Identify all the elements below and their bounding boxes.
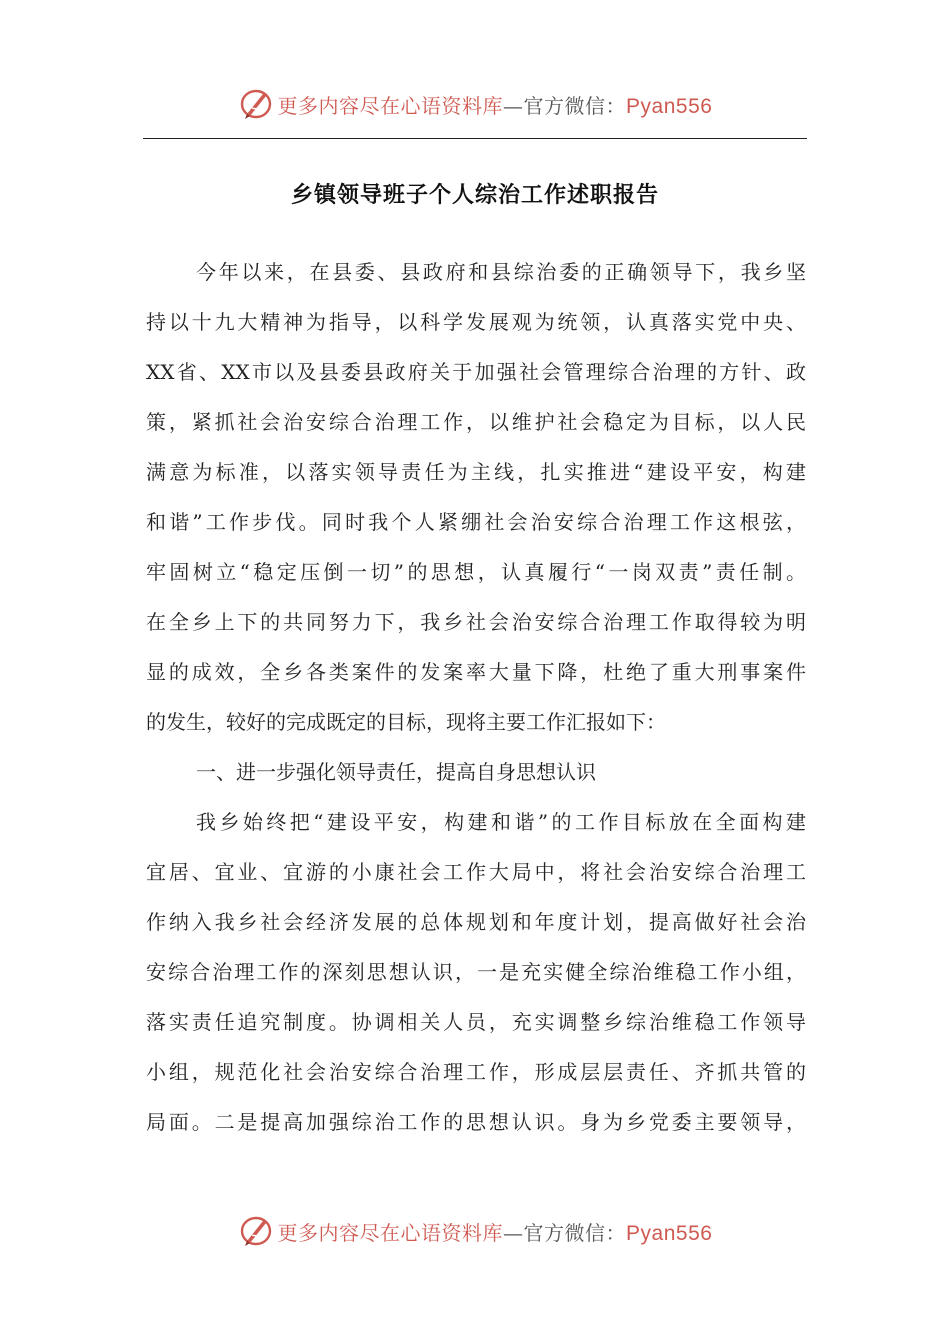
watermark-text bbox=[278, 1217, 713, 1246]
body-line: 局面。二是提高加强综治工作的思想认识。身为乡党委主要领导， bbox=[146, 1110, 806, 1134]
header-watermark bbox=[0, 84, 950, 124]
watermark-wechat-id: Pyan556 bbox=[626, 94, 713, 118]
watermark-wechat-id: Pyan556 bbox=[626, 1221, 713, 1245]
document-title: 乡镇领导班子个人综治工作述职报告 bbox=[290, 183, 659, 208]
body-line: 我乡始终把“建设平安，构建和谐”的工作目标放在全面构建 bbox=[196, 810, 806, 834]
body-line: 安综合治理工作的深刻思想认识，一是充实健全综治维稳工作小组， bbox=[146, 960, 806, 984]
watermark-wechat-label: 官方微信： bbox=[523, 1220, 627, 1245]
watermark-brand: 更多内容尽在心语资料库 bbox=[277, 93, 504, 118]
section-heading: 一、进一步强化领导责任，提高自身思想认识 bbox=[196, 760, 596, 784]
body-line: 今年以来，在县委、县政府和县综治委的正确领导下，我乡坚 bbox=[196, 260, 806, 284]
body-line: 落实责任追究制度。协调相关人员，充实调整乡综治维稳工作领导 bbox=[146, 1010, 806, 1034]
body-line: 策，紧抓社会治安综合治理工作，以维护社会稳定为目标，以人民 bbox=[146, 410, 806, 434]
body-line: 的发生，较好的完成既定的目标，现将主要工作汇报如下： bbox=[146, 710, 666, 734]
watermark-separator: — bbox=[503, 1220, 524, 1245]
document-body bbox=[146, 247, 806, 1147]
body-line: 在全乡上下的共同努力下，我乡社会治安综合治理工作取得较为明 bbox=[146, 610, 806, 634]
body-line: 牢固树立“稳定压倒一切”的思想，认真履行“一岗双责”责任制。 bbox=[146, 560, 806, 584]
body-line: 满意为标准，以落实领导责任为主线，扎实推进“建设平安，构建 bbox=[146, 460, 806, 484]
pen-logo-icon bbox=[238, 1213, 274, 1249]
body-line: 小组，规范化社会治安综合治理工作，形成层层责任、齐抓共管的 bbox=[146, 1060, 806, 1084]
body-line: XX省、XX市以及县委县政府关于加强社会管理综合治理的方针、政 bbox=[146, 360, 806, 384]
body-line: 持以十九大精神为指导，以科学发展观为统领，认真落实党中央、 bbox=[146, 310, 806, 334]
header-divider bbox=[143, 138, 807, 139]
watermark-text bbox=[278, 90, 713, 119]
body-line: 宜居、宜业、宜游的小康社会工作大局中，将社会治安综合治理工 bbox=[146, 860, 806, 884]
body-line: 显的成效，全乡各类案件的发案率大量下降，杜绝了重大刑事案件 bbox=[146, 660, 806, 684]
footer-watermark bbox=[0, 1211, 950, 1251]
watermark-wechat-label: 官方微信： bbox=[523, 93, 627, 118]
body-line: 和谐”工作步伐。同时我个人紧绷社会治安综合治理工作这根弦， bbox=[146, 510, 806, 534]
watermark-separator: — bbox=[503, 93, 524, 118]
body-line: 作纳入我乡社会经济发展的总体规划和年度计划，提高做好社会治 bbox=[146, 910, 806, 934]
watermark-brand: 更多内容尽在心语资料库 bbox=[277, 1220, 504, 1245]
pen-logo-icon bbox=[238, 86, 274, 122]
